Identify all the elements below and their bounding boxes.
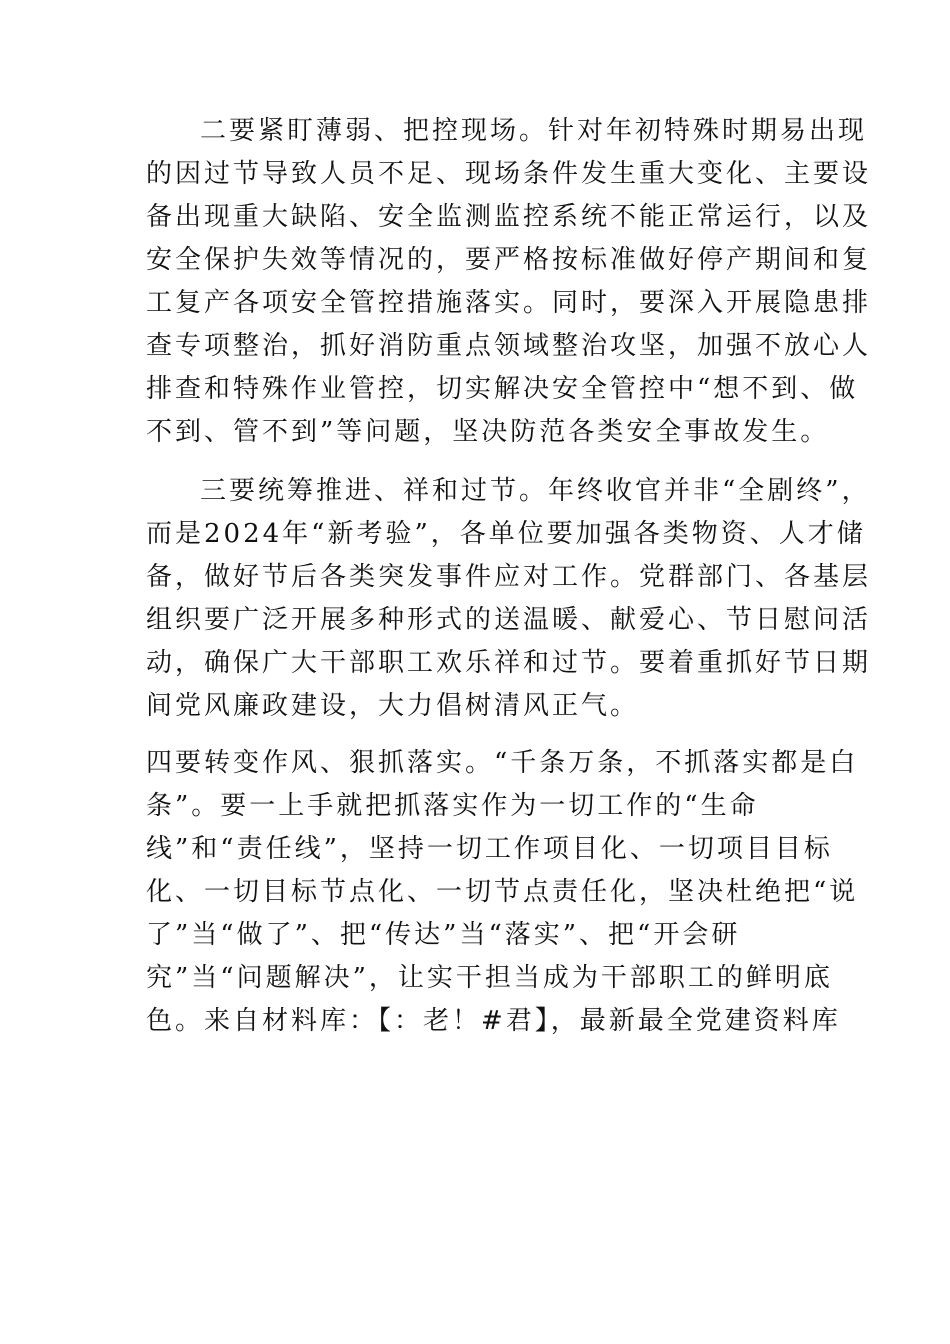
paragraph-4-line-6: 究”当“问题解决”，让实干担当成为干部职工的鲜明底 [146,963,833,993]
paragraph-4-line-3: 线”和“责任线”，坚持一切工作项目化、一切项目目标 [146,834,833,864]
paragraph-3-line-1: 三要统筹推进、祥和过节。年终收官并非“全剧终”， [200,476,871,506]
paragraph-4-line-4: 化、一切目标节点化、一切节点责任化，坚决杜绝把“说 [146,877,859,907]
paragraph-2-line-1: 二要紧盯薄弱、把控现场。针对年初特殊时期易出现 [200,116,868,146]
paragraph-4-line-2: 条”。要一上手就把抓落实作为一切工作的“生命 [146,791,759,821]
paragraph-2-line-3: 备出现重大缺陷、安全监测监控系统不能正常运行，以及 [146,202,872,232]
paragraph-3-line-2: 而是2024年“新考验”，各单位要加强各类物资、人才储 [146,519,866,549]
paragraph-4-line-7: 色。来自材料库：【：老！#君】，最新最全党建资料库 [146,1006,841,1036]
paragraph-4-line-1: 四要转变作风、狠抓落实。“千条万条，不抓落实都是白 [146,748,859,778]
paragraph-2-line-6: 查专项整治，抓好消防重点领域整治攻坚，加强不放心人 [146,331,872,361]
paragraph-2-line-8: 不到、管不到”等问题，坚决防范各类安全事故发生。 [146,417,830,447]
paragraph-2-line-2: 的因过节导致人员不足、现场条件发生重大变化、主要设 [146,159,872,189]
paragraph-3-line-6: 间党风廉政建设，大力倡树清风正气。 [146,691,640,721]
paragraph-2-line-7: 排查和特殊作业管控，切实解决安全管控中“想不到、做 [146,374,859,404]
paragraph-3-line-4: 组织要广泛开展多种形式的送温暖、献爱心、节日慰问活 [146,605,872,635]
paragraph-2-line-5: 工复产各项安全管控措施落实。同时，要深入开展隐患排 [146,288,872,318]
paragraph-3-line-3: 备，做好节后各类突发事件应对工作。党群部门、各基层 [146,562,872,592]
paragraph-3-line-5: 动，确保广大干部职工欢乐祥和过节。要着重抓好节日期 [146,648,872,678]
paragraph-2-line-4: 安全保护失效等情况的，要严格按标准做好停产期间和复 [146,245,872,275]
paragraph-4-line-5: 了”当“做了”、把“传达”当“落实”、把“开会研 [146,920,741,950]
